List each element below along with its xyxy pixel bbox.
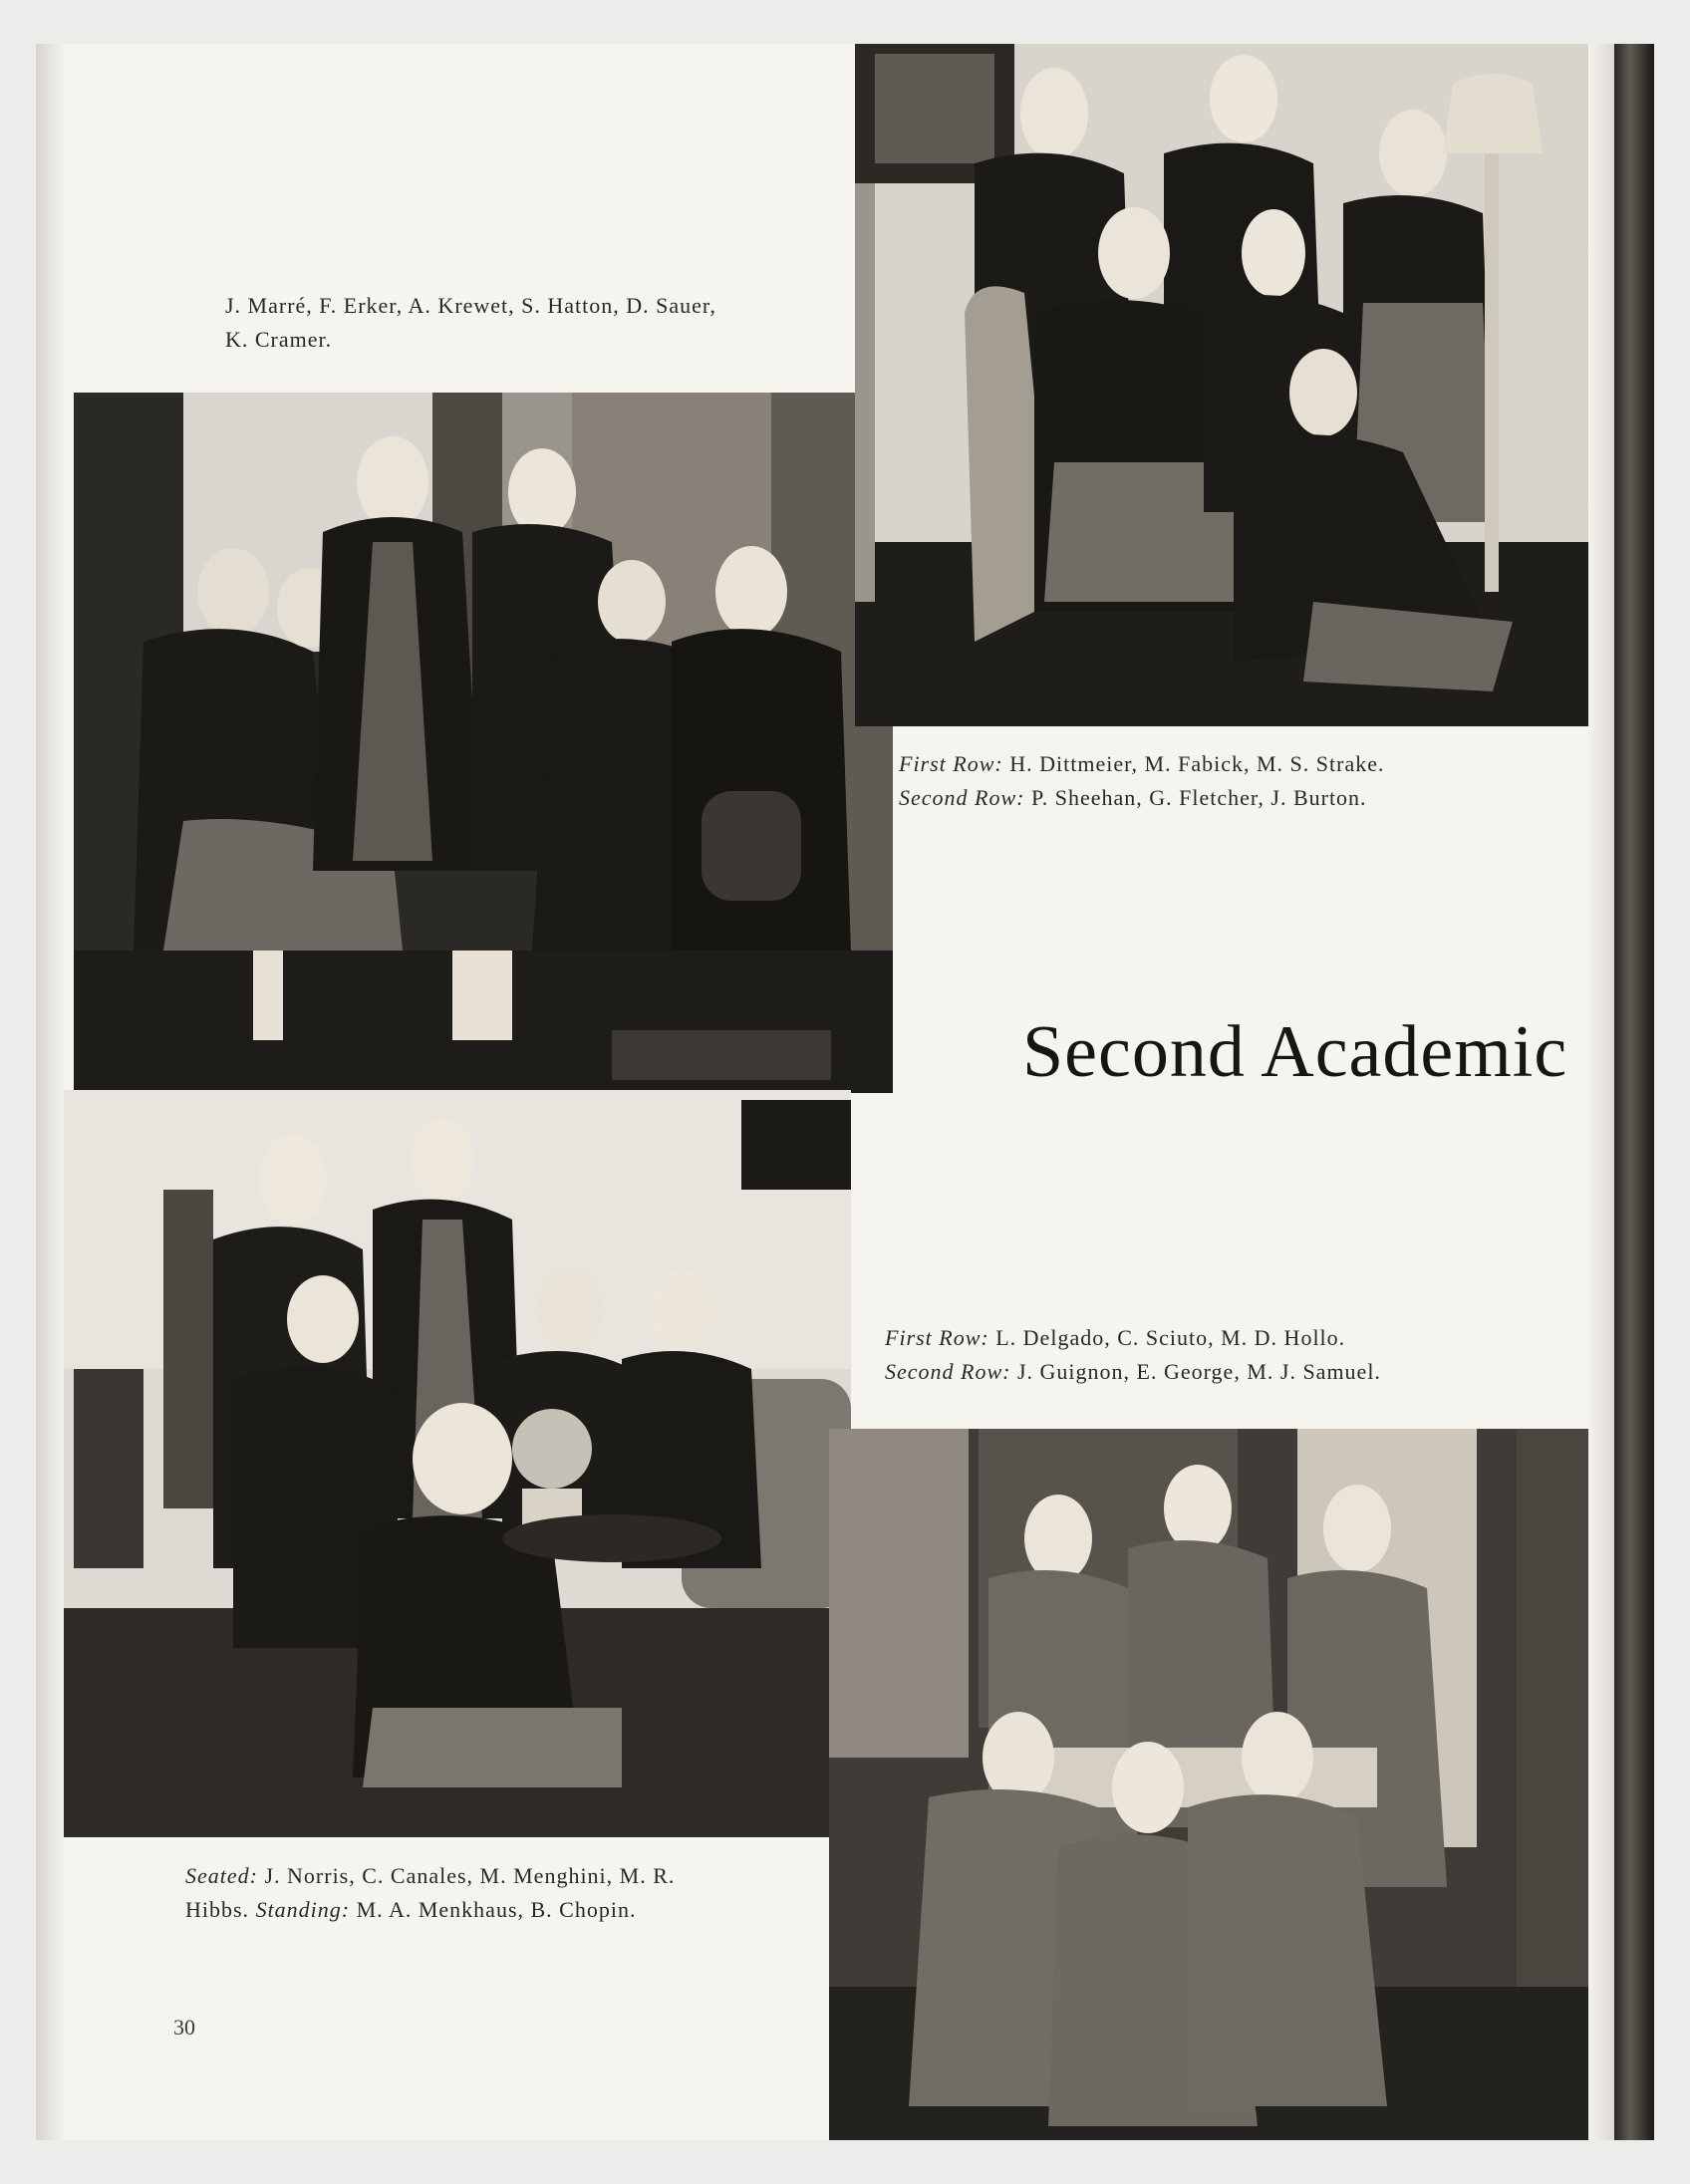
caption-photo-c-standing-names: M. A. Menkhaus, B. Chopin. (356, 1897, 637, 1922)
caption-photo-b-first-row-label: First Row: (899, 751, 1003, 776)
caption-photo-d (885, 1321, 1602, 1389)
page-number: 30 (173, 2015, 195, 2040)
group-photo-c (64, 1090, 851, 1837)
caption-photo-b-second-row-label: Second Row: (899, 785, 1025, 810)
caption-photo-c-seated-names-1: J. Norris, C. Canales, M. Menghini, M. R. (264, 1863, 676, 1888)
caption-photo-c-seated-names-2: Hibbs. (185, 1897, 250, 1922)
caption-photo-c-standing-label: Standing: (255, 1897, 351, 1922)
caption-photo-b-second-row-names: P. Sheehan, G. Fletcher, J. Burton. (1030, 785, 1367, 810)
caption-photo-b-first-row-names: H. Dittmeier, M. Fabick, M. S. Strake. (1009, 751, 1385, 776)
group-photo-b (855, 44, 1588, 726)
caption-photo-c-seated-label: Seated: (185, 1863, 258, 1888)
book-edge (1614, 44, 1654, 2140)
caption-photo-d-first-row-names: L. Delgado, C. Sciuto, M. D. Hollo. (995, 1325, 1346, 1350)
caption-photo-b (899, 747, 1616, 815)
next-page-edge (1588, 44, 1614, 2140)
group-photo-a-image (74, 393, 893, 1093)
caption-photo-a (225, 289, 883, 357)
group-photo-b-image (855, 44, 1588, 726)
caption-photo-a-line2: K. Cramer. (225, 327, 333, 352)
caption-photo-a-line1: J. Marré, F. Erker, A. Krewet, S. Hatton, D. Sauer, (225, 293, 716, 318)
caption-photo-d-second-row-names: J. Guignon, E. George, M. J. Samuel. (1016, 1359, 1381, 1384)
yearbook-page (36, 44, 1654, 2140)
caption-photo-d-first-row-label: First Row: (885, 1325, 989, 1350)
group-photo-d-image (829, 1429, 1588, 2140)
caption-photo-d-second-row-label: Second Row: (885, 1359, 1011, 1384)
group-photo-c-image (64, 1090, 851, 1837)
group-photo-d (829, 1429, 1588, 2140)
section-heading: Second Academic (1022, 1011, 1568, 1093)
caption-photo-c (185, 1859, 843, 1927)
group-photo-a (74, 393, 893, 1093)
